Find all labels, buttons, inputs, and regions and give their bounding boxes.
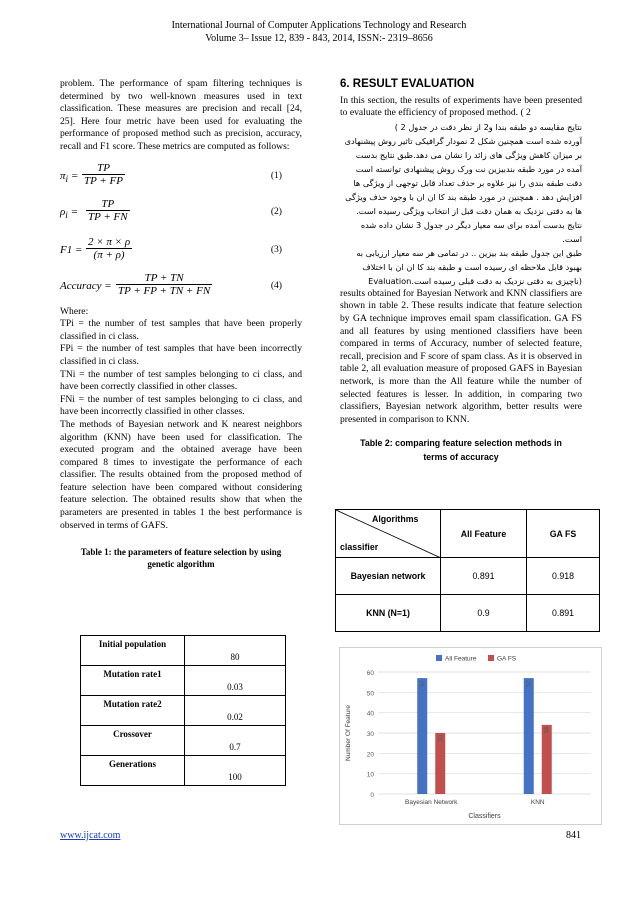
header-ga-fs: GA FS <box>527 510 600 558</box>
eq1-numerator: TP <box>82 162 125 176</box>
persian-text-block <box>340 120 582 288</box>
eq4-denominator: TP + FP + TN + FN <box>118 285 211 298</box>
eq3-lhs: F1 = <box>60 243 83 256</box>
table1-param-label: Mutation rate2 <box>81 696 185 726</box>
persian-line: آمده در مورد طبقه بندبیزین نت ورک روش پیشنهادی توانسته است <box>355 163 582 174</box>
definition-tn: TNi = the number of test samples belonging to ci class, and have been correctly classified in other classes. <box>60 368 302 393</box>
x-axis-title: Classifiers <box>468 813 501 820</box>
legend-label: GA FS <box>497 655 517 663</box>
y-tick-label: 10 <box>366 771 374 779</box>
y-tick-label: 60 <box>366 670 374 677</box>
legend-swatch <box>436 655 442 661</box>
header-all-feature: All Feature <box>441 510 527 558</box>
x-tick-label: Bayesian Network <box>405 799 458 806</box>
persian-line: ها به دقتی نزدیک به همان دقت قبل از انتخاب ویژگی رسیده است. <box>356 205 582 216</box>
table1-row <box>81 666 286 696</box>
persian-line: نتایج مقایسه دو طبقه بندا و2 از نظر دقت در جدول 2 ) <box>394 121 582 132</box>
table2-caption-label: Table 2 <box>360 438 390 449</box>
table2-all-value: 0.891 <box>441 558 527 595</box>
bar-value-label: 34 <box>544 726 551 734</box>
chart-canvas <box>340 648 601 824</box>
table2-row <box>336 558 600 595</box>
eq1-sub: i <box>65 173 69 184</box>
table2-caption <box>340 436 582 464</box>
corner-classifier: classifier <box>340 542 379 552</box>
table1-param-value: 80 <box>185 636 286 666</box>
left-column <box>60 78 302 570</box>
table2-caption-text: : comparing feature selection methods in terms of accuracy <box>389 438 562 463</box>
table-2 <box>335 509 600 632</box>
table1-param-label: Crossover <box>81 726 185 756</box>
equation-accuracy <box>60 272 302 306</box>
table1-param-value: 0.03 <box>185 666 286 696</box>
eq4-numerator: TP + TN <box>116 272 212 286</box>
table1-row <box>81 696 286 726</box>
table2-ga-value: 0.891 <box>527 595 600 632</box>
feature-count-chart <box>339 647 602 825</box>
table1-param-label: Mutation rate1 <box>81 666 185 696</box>
section-title: 6. RESULT EVALUATION <box>340 78 475 90</box>
eq2-sub: i <box>65 209 68 220</box>
table1-row <box>81 726 286 756</box>
equation-precision: $\pi_i$ = $\frac{TP}{TP + FP}$ (1) <box>60 161 282 188</box>
persian-line: نتایج بدست آمده برای سه معیار دیگر در جدول 3 نشان داده شده است. <box>360 219 582 244</box>
eq2-numerator: TP <box>86 198 130 212</box>
footer-link[interactable]: www.ijcat.com <box>60 830 121 841</box>
eq1-tag: (1) <box>270 169 282 181</box>
corner-algorithms: Algorithms <box>372 514 419 524</box>
page-number: 841 <box>566 830 581 841</box>
persian-line: بهبود قابل ملاحظه ای رسیده است و طبقه بند کا ان ان با اختلاف <box>362 261 582 272</box>
eq2-tag: (2) <box>270 205 282 217</box>
intro-paragraph: problem. The performance of spam filtering techniques is determined by two well-known measures used in text classification. These measures are precision and recall [24, 25]. Here four metric have been used for evaluating the performance of proposed method such as precision, accuracy, recall and F1 score. These metrics are computed as follows: <box>60 78 302 152</box>
table2-corner-cell <box>336 510 441 558</box>
table2-classifier: KNN (N=1) <box>336 595 441 632</box>
journal-volume: Volume 3– Issue 12, 839 - 843, 2014, ISSN:- 2319–8656 <box>205 33 433 44</box>
methods-paragraph: The methods of Bayesian network and K nearest neighbors algorithm (KNN) have been used for classification. The executed program and the obtained average have been compared 8 times to investigate the performance of each classifier. The results obtained from the proposed method of feature selection have been compared without considering feature selection. The obtained results show that when the parameters are presented in tables 1 the best performance is observed in terms of GAFS. <box>60 418 302 531</box>
bar-value-label: 57 <box>420 680 427 687</box>
table2-all-value: 0.9 <box>441 595 527 632</box>
bar-value-label: 30 <box>438 735 445 742</box>
table1-row <box>81 636 286 666</box>
eq2-lhs: ρ <box>60 205 66 218</box>
persian-line: دقت طبقه بندی را نیز علاوه بر حذف تعداد قابل توجهی از ویژگی ها <box>353 177 582 188</box>
equation-recall: $\rho_i$ = $\frac{TP}{TP + FN}$ (2) <box>60 197 282 224</box>
persian-line: آورده شده است همچنین شکل 2 نمودار گرافیکی تاثیر روش پیشنهادی <box>344 135 582 146</box>
table1-param-value: 0.02 <box>185 696 286 726</box>
persian-line: (ناچیزی به دقتی نزدیک به دقت قبلی رسیده است.Evaluation <box>368 275 582 286</box>
definition-tp: TPi = the number of test samples that have been properly classified in ci class. <box>60 318 302 342</box>
eq1-denominator: TP + FP <box>84 175 123 188</box>
eq4-lhs: Accuracy = <box>60 279 112 292</box>
results-intro: In this section, the results of experiments have been presented to evaluate the efficiency of proposed method. ( 2 <box>340 94 582 119</box>
persian-line: طبق این جدول طبقه بند بیزین .. در تمامی هر سه معیار ارزیابی به <box>356 247 582 258</box>
persian-line: بر میزان کاهش ویژگی های زائد را نشان می دهد.طبق نتایج بدست <box>355 149 582 160</box>
y-tick-label: 40 <box>366 710 374 718</box>
eq2-denominator: TP + FN <box>88 211 128 224</box>
table2-ga-value: 0.918 <box>527 558 600 595</box>
definition-fp: FPi = the number of test samples that have been incorrectly classified in ci class. <box>60 343 302 367</box>
table1-param-value: 100 <box>185 756 286 786</box>
bar <box>417 678 427 794</box>
results-paragraph: results obtained for Bayesian Network and KNN classifiers are shown in table 2. These results indicate that feature selection by GA technique improves email spam classification. GA FS and all features by using mentioned classifiers have been compared in terms of Accuracy, number of selected feature, recall, precision and F score of spam class. As it is observed in table 2, all evaluation measure of proposed GAFS in Bayesian network, is more than the All feature while the number of selected features is lesser. In addition, in comparing two classifiers, Bayesian network algorithm, better results were presented in comparison to KNN. <box>340 287 582 425</box>
y-axis-title: Number Of Feature <box>345 705 352 761</box>
table1-row <box>81 756 286 786</box>
bar <box>542 725 552 794</box>
table1-param-value: 0.7 <box>185 726 286 756</box>
eq3-denominator: (π + ρ) <box>93 249 125 262</box>
eq3-numerator: 2 × π × ρ <box>88 235 131 248</box>
y-tick-label: 20 <box>366 751 374 759</box>
table1-param-label: Generations <box>81 756 185 786</box>
persian-line: افزایش دهد . همچنین در مورد طبقه بند کا ان ان با وجود حذف ویژگی <box>345 191 582 202</box>
legend-label: All Feature <box>445 655 477 663</box>
y-tick-label: 30 <box>366 731 374 738</box>
table1-caption: Table 1: the parameters of feature selection by using genetic algorithm <box>80 547 282 570</box>
eq3-tag: (3) <box>270 243 282 255</box>
bar <box>524 678 534 794</box>
equation-f1 <box>60 236 302 272</box>
table-1 <box>80 635 286 786</box>
right-column <box>340 78 582 464</box>
definition-fn: FNi = the number of test samples belonging to ci class, and have been incorrectly classified in other classes. <box>60 393 302 418</box>
legend-swatch <box>488 655 494 661</box>
table2-classifier: Bayesian network <box>336 558 441 595</box>
y-tick-label: 0 <box>370 792 374 799</box>
table1-param-label: Initial population <box>81 636 185 666</box>
table2-row <box>336 595 600 632</box>
journal-title: International Journal of Computer Applications Technology and Research <box>171 20 467 31</box>
y-tick-label: 50 <box>366 690 374 698</box>
bar-value-label: 57 <box>526 680 533 687</box>
where-label: Where: <box>60 305 89 317</box>
eq4-tag: (4) <box>270 279 282 291</box>
eq1-lhs: π <box>60 169 66 182</box>
x-tick-label: KNN <box>530 799 545 806</box>
